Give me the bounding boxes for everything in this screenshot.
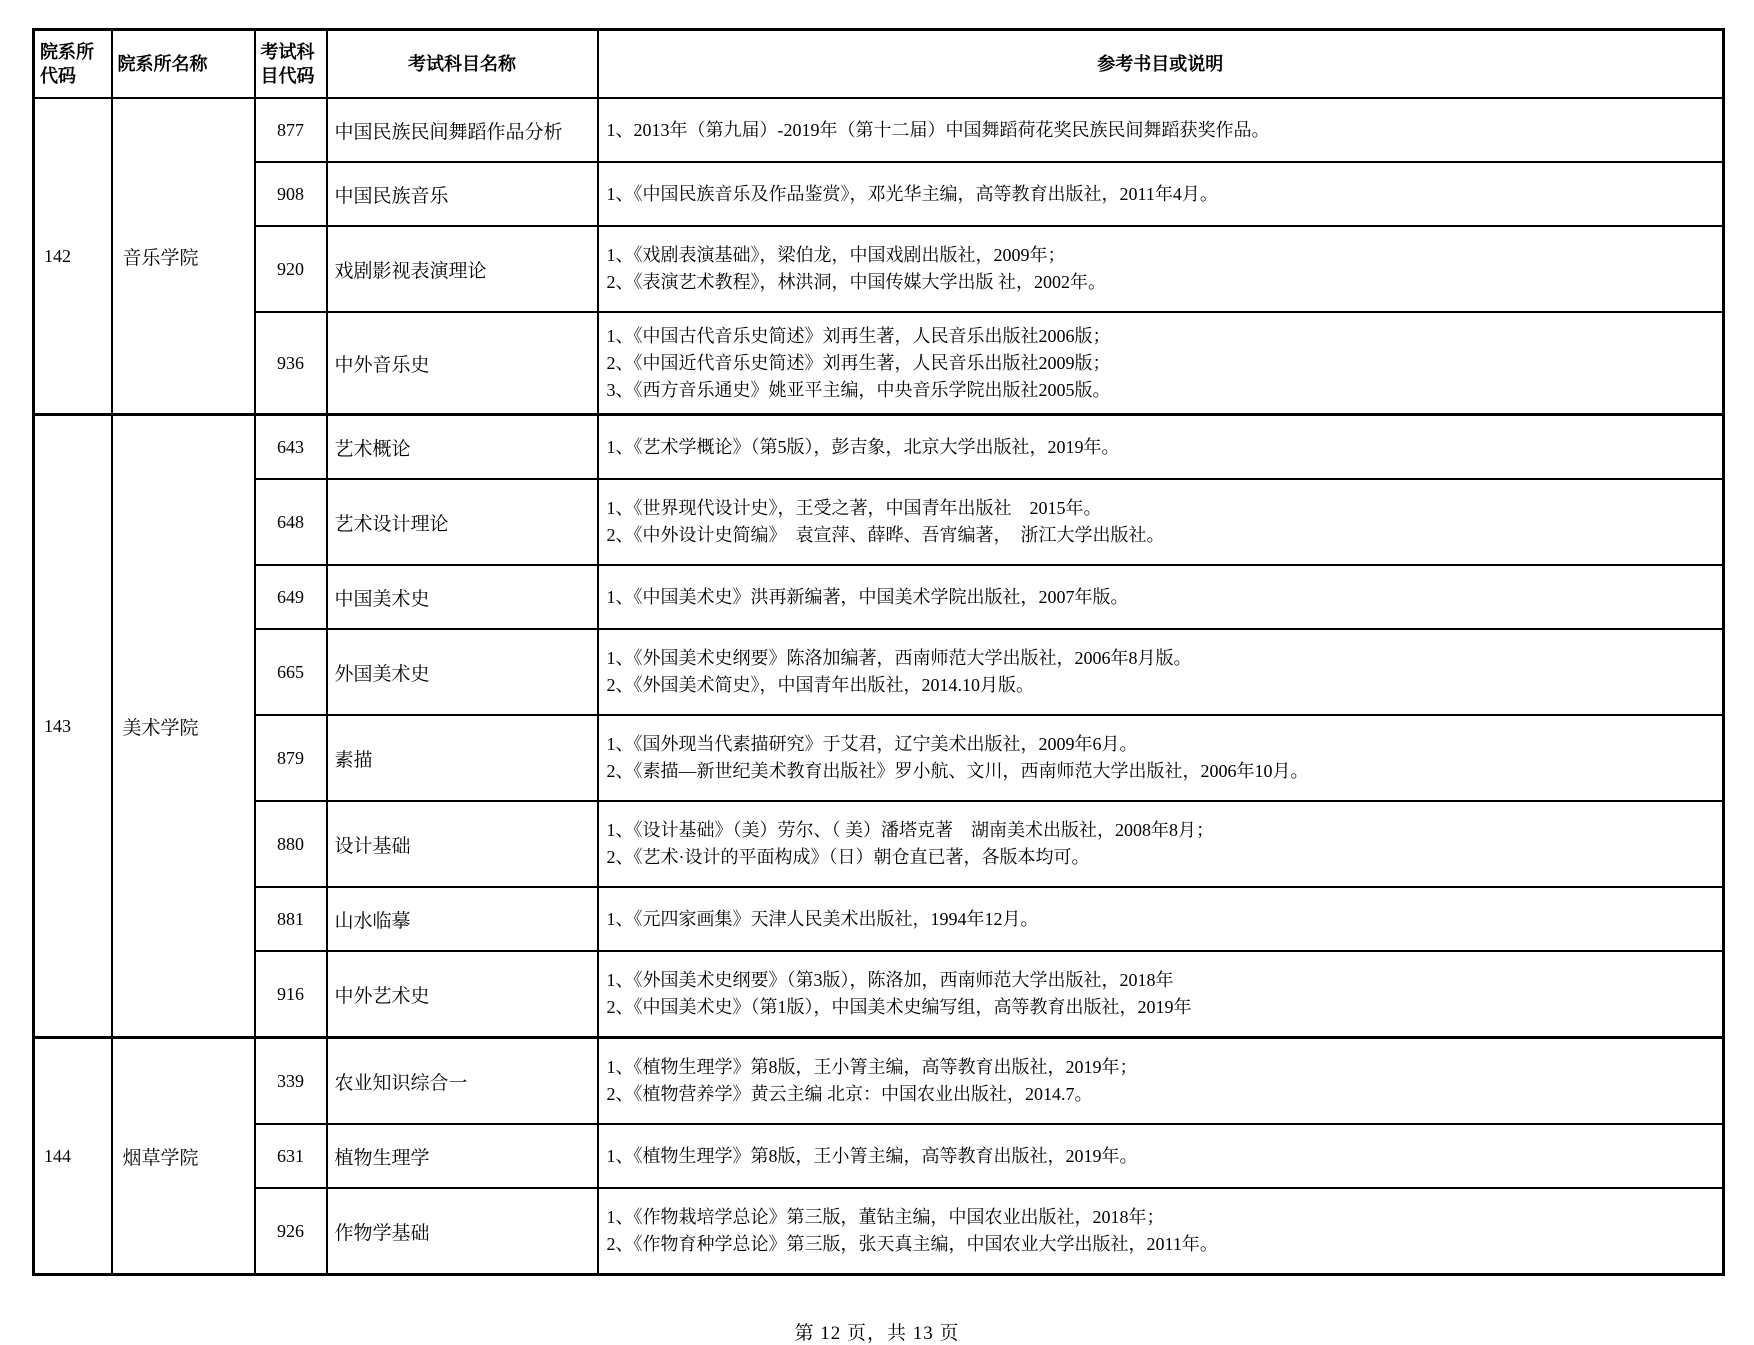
subject-name-cell: 外国美术史: [327, 629, 598, 715]
reference-line: 1、《中国古代音乐史简述》刘再生著，人民音乐出版社2006版；: [606, 325, 1111, 346]
references-cell: [598, 1124, 1724, 1188]
references-cell: [598, 312, 1724, 415]
reference-line: 3、《西方音乐通史》姚亚平主编，中央音乐学院出版社2005版。: [606, 379, 1111, 400]
references-cell: [598, 715, 1724, 801]
table-row: [34, 479, 1724, 565]
subject-code-cell: 877: [255, 98, 327, 162]
dept-name-cell: 音乐学院: [112, 98, 255, 415]
references-cell: [598, 98, 1724, 162]
table-row: [34, 715, 1724, 801]
document-page: [0, 28, 1754, 1344]
references-cell: [598, 1038, 1724, 1125]
subject-code-cell: 648: [255, 479, 327, 565]
reference-line: 1、《中国美术史》洪再新编著，中国美术学院出版社，2007年版。: [606, 586, 1129, 607]
reference-line: 2、《表演艺术教程》，林洪洞，中国传媒大学出版 社，2002年。: [606, 272, 1106, 292]
subject-code-cell: 908: [255, 162, 327, 226]
table-header-row: [34, 30, 1724, 99]
subject-code-cell: 879: [255, 715, 327, 801]
table-row: [34, 162, 1724, 226]
table-body: [34, 98, 1724, 1275]
header-subject-name: 考试科目名称: [327, 30, 598, 99]
reference-line: 2、《外国美术简史》，中国青年出版社，2014.10月版。: [606, 675, 1034, 695]
references-cell: [598, 629, 1724, 715]
reference-line: 1、《国外现当代素描研究》于艾君，辽宁美术出版社，2009年6月。: [606, 734, 1138, 754]
reference-line: 2、《中国美术史》（第1版），中国美术史编写组，高等教育出版社，2019年: [606, 997, 1192, 1017]
header-subject-code: 考试科目代码: [255, 30, 327, 99]
references-cell: [598, 479, 1724, 565]
references-cell: [598, 565, 1724, 629]
subject-code-cell: 649: [255, 565, 327, 629]
dept-code-cell: 144: [34, 1038, 112, 1275]
reference-line: 2、《植物营养学》黄云主编 北京：中国农业出版社，2014.7。: [606, 1084, 1093, 1104]
reference-line: 1、《中国民族音乐及作品鉴赏》，邓光华主编，高等教育出版社，2011年4月。: [606, 183, 1218, 204]
reference-line: 1、《植物生理学》第8版，王小箐主编，高等教育出版社，2019年；: [606, 1057, 1138, 1077]
references-cell: [598, 226, 1724, 312]
reference-line: 1、《艺术学概论》（第5版），彭吉象，北京大学出版社，2019年。: [606, 436, 1120, 457]
subject-name-cell: 艺术设计理论: [327, 479, 598, 565]
subject-name-cell: 素描: [327, 715, 598, 801]
reference-line: 1、《外国美术史纲要》陈洛加编著，西南师范大学出版社，2006年8月版。: [606, 648, 1192, 668]
references-cell: [598, 1188, 1724, 1275]
subject-code-cell: 920: [255, 226, 327, 312]
reference-line: 1、《元四家画集》天津人民美术出版社，1994年12月。: [606, 908, 1039, 929]
subject-name-cell: 作物学基础: [327, 1188, 598, 1275]
table-row: [34, 1038, 1724, 1125]
references-cell: [598, 801, 1724, 887]
references-cell: [598, 887, 1724, 951]
table-row: [34, 565, 1724, 629]
table-row: [34, 312, 1724, 415]
reference-line: 1、《设计基础》（美）劳尔、（ 美）潘塔克著 湖南美术出版社，2008年8月；: [606, 820, 1214, 840]
header-dept-code: 院系所代码: [34, 30, 112, 99]
table-row: [34, 887, 1724, 951]
reference-line: 2、《素描—新世纪美术教育出版社》罗小航、文川，西南师范大学出版社，2006年10月。: [606, 761, 1309, 781]
references-cell: [598, 951, 1724, 1038]
subject-name-cell: 戏剧影视表演理论: [327, 226, 598, 312]
subject-code-cell: 665: [255, 629, 327, 715]
reference-line: 2、《艺术·设计的平面构成》（日）朝仓直已著，各版本均可。: [606, 847, 1090, 867]
subject-name-cell: 艺术概论: [327, 415, 598, 480]
table-row: [34, 226, 1724, 312]
references-cell: [598, 415, 1724, 480]
references-cell: [598, 162, 1724, 226]
header-dept-name: 院系所名称: [112, 30, 255, 99]
subject-code-cell: 936: [255, 312, 327, 415]
dept-name-cell: 烟草学院: [112, 1038, 255, 1275]
subject-name-cell: 设计基础: [327, 801, 598, 887]
dept-name-cell: 美术学院: [112, 415, 255, 1038]
reference-line: 1、《外国美术史纲要》（第3版），陈洛加，西南师范大学出版社，2018年: [606, 970, 1174, 990]
reference-line: 1、《作物栽培学总论》第三版，董钻主编，中国农业出版社，2018年；: [606, 1207, 1165, 1227]
subject-name-cell: 植物生理学: [327, 1124, 598, 1188]
subject-code-cell: 339: [255, 1038, 327, 1125]
page-number-label: 第 12 页，共 13 页: [794, 1323, 960, 1344]
subject-code-cell: 881: [255, 887, 327, 951]
reference-line: 2、《作物育种学总论》第三版，张天真主编，中国农业大学出版社，2011年。: [606, 1234, 1218, 1254]
subject-code-cell: 643: [255, 415, 327, 480]
table-row: [34, 415, 1724, 480]
subject-code-cell: 880: [255, 801, 327, 887]
table-row: [34, 98, 1724, 162]
reference-line: 2、《中国近代音乐史简述》刘再生著，人民音乐出版社2009版；: [606, 352, 1111, 373]
subject-code-cell: 916: [255, 951, 327, 1038]
table-row: [34, 801, 1724, 887]
reference-line: 2、《中外设计史简编》 袁宣萍、薛晔、吾宵编著， 浙江大学出版社。: [606, 525, 1165, 545]
reference-line: 1、《世界现代设计史》，王受之著，中国青年出版社 2015年。: [606, 498, 1102, 518]
subject-name-cell: 中国美术史: [327, 565, 598, 629]
table-row: [34, 1124, 1724, 1188]
exam-reference-table: [32, 28, 1725, 1276]
subject-code-cell: 631: [255, 1124, 327, 1188]
table-row: [34, 629, 1724, 715]
subject-code-cell: 926: [255, 1188, 327, 1275]
subject-name-cell: 农业知识综合一: [327, 1038, 598, 1125]
subject-name-cell: 中外音乐史: [327, 312, 598, 415]
subject-name-cell: 中国民族民间舞蹈作品分析: [327, 98, 598, 162]
subject-name-cell: 中国民族音乐: [327, 162, 598, 226]
subject-name-cell: 山水临摹: [327, 887, 598, 951]
reference-line: 1、《戏剧表演基础》，梁伯龙，中国戏剧出版社，2009年；: [606, 245, 1066, 265]
reference-line: 1、《植物生理学》第8版，王小箐主编，高等教育出版社，2019年。: [606, 1145, 1138, 1166]
header-references: 参考书目或说明: [598, 30, 1724, 99]
reference-line: 1、2013年（第九届）-2019年（第十二届）中国舞蹈荷花奖民族民间舞蹈获奖作品。: [606, 119, 1270, 140]
table-row: [34, 1188, 1724, 1275]
table-row: [34, 951, 1724, 1038]
dept-code-cell: 143: [34, 415, 112, 1038]
subject-name-cell: 中外艺术史: [327, 951, 598, 1038]
dept-code-cell: 142: [34, 98, 112, 415]
